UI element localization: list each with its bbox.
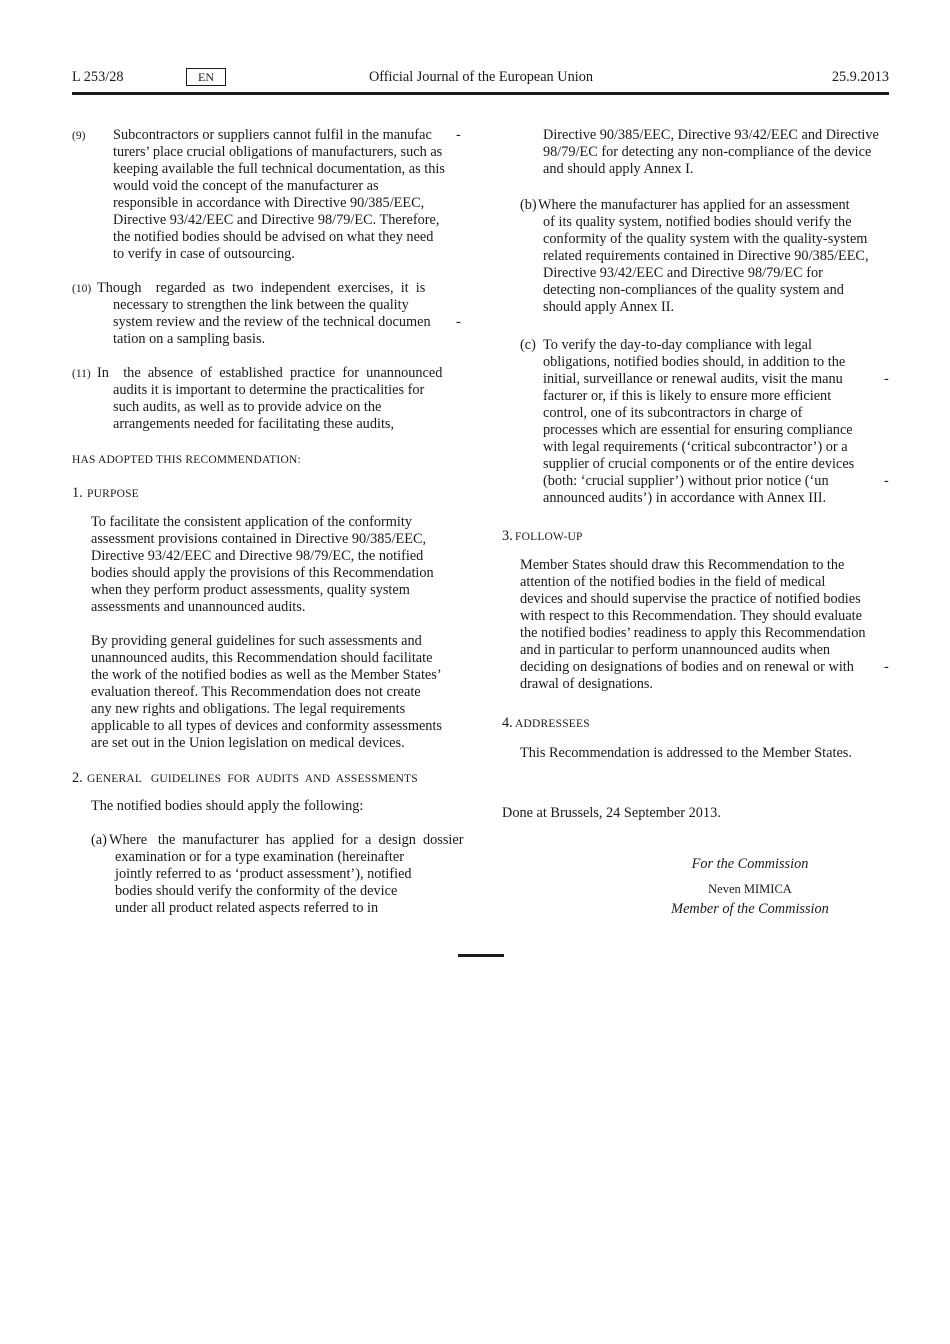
item-line: Where the manufacturer has applied for a design dossier [109,832,464,848]
hyphen-mark: - [884,371,889,387]
recital-line: turers’ place crucial obligations of manufacturers, such as [113,144,443,160]
item-line: 98/79/EC for detecting any non-compliance of the device [543,144,872,160]
item-line: conformity of the quality system with the quality-system [543,231,868,247]
recital-line: Directive 93/42/EEC and Directive 98/79/EC. Therefore, [113,212,440,228]
paragraph-line: with respect to this Recommendation. They should evaluate [520,608,862,624]
paragraph-line: the work of the notified bodies as well as the Member States’ [91,667,442,683]
section-intro: The notified bodies should apply the following: [91,798,364,814]
item-label: (c) [520,337,536,353]
item-label: (a) [91,832,107,848]
paragraph-line: any new rights and obligations. The legal requirements [91,701,406,717]
section-number: 3. [502,528,513,544]
item-line: and should apply Annex I. [543,161,694,177]
recital-number: (10) [72,283,92,295]
item-line: examination or for a type examination (hereinafter [115,849,404,865]
recital-line: would void the concept of the manufacturer as [113,178,379,194]
signatory-name: Neven MIMICA [708,882,792,896]
recital-line: In the absence of established practice for unannounced [97,365,443,381]
item-line: should apply Annex II. [543,299,675,315]
section-title: GENERAL GUIDELINES FOR AUDITS AND ASSESSMENTS [87,773,418,785]
section-number: 2. [72,770,83,786]
paragraph-line: deciding on designations of bodies and on renewal or with [520,659,854,675]
recital-line: necessary to strengthen the link between the quality [113,297,409,313]
item-line: announced audits’) in accordance with Annex III. [543,490,827,506]
paragraph-line: and in particular to perform unannounced audits when [520,642,831,658]
paragraph-line: Member States should draw this Recommendation to the [520,557,845,573]
signatory-for: For the Commission [691,856,809,872]
hyphen-mark: - [884,659,889,675]
paragraph-line: attention of the notified bodies in the field of medical [520,574,826,590]
item-line: control, one of its subcontractors in charge of [543,405,803,421]
journal-title: Official Journal of the European Union [368,69,594,85]
section-title: ADDRESSEES [515,718,590,730]
recital-line: responsible in accordance with Directive 90/385/EEC, [113,195,425,211]
recital-line: such audits, as well as to provide advice on the [113,399,382,415]
language-badge: EN [186,68,226,86]
recital-line: audits it is important to determine the practicalities for [113,382,425,398]
signatory-role: Member of the Commission [671,901,829,917]
hyphen-mark: - [456,314,461,330]
item-line: supplier of crucial components or of the entire devices [543,456,855,472]
paragraph-line: drawal of designations. [520,676,654,692]
paragraph-line: assessment provisions contained in Directive 90/385/EEC, [91,531,427,547]
paragraph-line: unannounced audits, this Recommendation should facilitate [91,650,433,666]
recital-line: keeping available the full technical documentation, as this [113,161,445,177]
recital-line: arrangements needed for facilitating these audits, [113,416,395,432]
paragraph-line: assessments and unannounced audits. [91,599,306,615]
adopted-statement: HAS ADOPTED THIS RECOMMENDATION: [72,454,301,466]
header-rule [72,92,889,95]
paragraph-line: evaluation thereof. This Recommendation does not create [91,684,421,700]
item-line: jointly referred to as ‘product assessment’), notified [115,866,412,882]
closing-place-date: Done at Brussels, 24 September 2013. [502,805,721,821]
paragraph-line: the notified bodies’ readiness to apply this Recommendation [520,625,866,641]
item-line: facturer or, if this is likely to ensure more efficient [543,388,832,404]
paragraph-line: This Recommendation is addressed to the Member States. [520,745,852,761]
recital-line: to verify in case of outsourcing. [113,246,295,262]
paragraph-line: applicable to all types of devices and conformity assessments [91,718,442,734]
recital-number: (9) [72,130,86,142]
section-number: 1. [72,485,83,501]
publication-date: 25.9.2013 [831,69,889,85]
section-title: FOLLOW-UP [515,531,583,543]
item-line: initial, surveillance or renewal audits, visit the manu [543,371,843,387]
paragraph-line: By providing general guidelines for such assessments and [91,633,422,649]
recital-number: (11) [72,368,91,380]
recital-line: Though regarded as two independent exercises, it is [97,280,426,296]
hyphen-mark: - [884,473,889,489]
item-line: To verify the day-to-day compliance with legal [543,337,812,353]
item-label: (b) [520,197,537,213]
item-line: under all product related aspects referred to in [115,900,379,916]
paragraph-line: bodies should apply the provisions of this Recommendation [91,565,434,581]
paragraph-line: when they perform product assessments, quality system [91,582,410,598]
paragraph-line: devices and should supervise the practice of notified bodies [520,591,861,607]
recital-line: tation on a sampling basis. [113,331,266,347]
item-line: Where the manufacturer has applied for an assessment [538,197,850,213]
page-reference: L 253/28 [72,69,124,85]
item-line: bodies should verify the conformity of the device [115,883,398,899]
recital-line: Subcontractors or suppliers cannot fulfil in the manufac [113,127,432,143]
item-line: Directive 90/385/EEC, Directive 93/42/EEC and Directive [543,127,879,143]
item-line: of its quality system, notified bodies should verify the [543,214,852,230]
hyphen-mark: - [456,127,461,143]
item-line: (both: ‘crucial supplier’) without prior notice (‘un [543,473,829,489]
item-line: processes which are essential for ensuring compliance [543,422,853,438]
paragraph-line: To facilitate the consistent application of the conformity [91,514,412,530]
item-line: detecting non-compliances of the quality system and [543,282,844,298]
section-title: PURPOSE [87,488,139,500]
item-line: obligations, notified bodies should, in addition to the [543,354,846,370]
item-line: related requirements contained in Directive 90/385/EEC, [543,248,869,264]
recital-line: system review and the review of the technical documen [113,314,431,330]
item-line: Directive 93/42/EEC and Directive 98/79/EC for [543,265,823,281]
section-number: 4. [502,715,513,731]
recital-line: the notified bodies should be advised on what they need [113,229,434,245]
paragraph-line: Directive 93/42/EEC and Directive 98/79/EC, the notified [91,548,424,564]
end-rule [458,954,504,957]
paragraph-line: are set out in the Union legislation on medical devices. [91,735,405,751]
item-line: with legal requirements (‘critical subcontractor’) or a [543,439,848,455]
